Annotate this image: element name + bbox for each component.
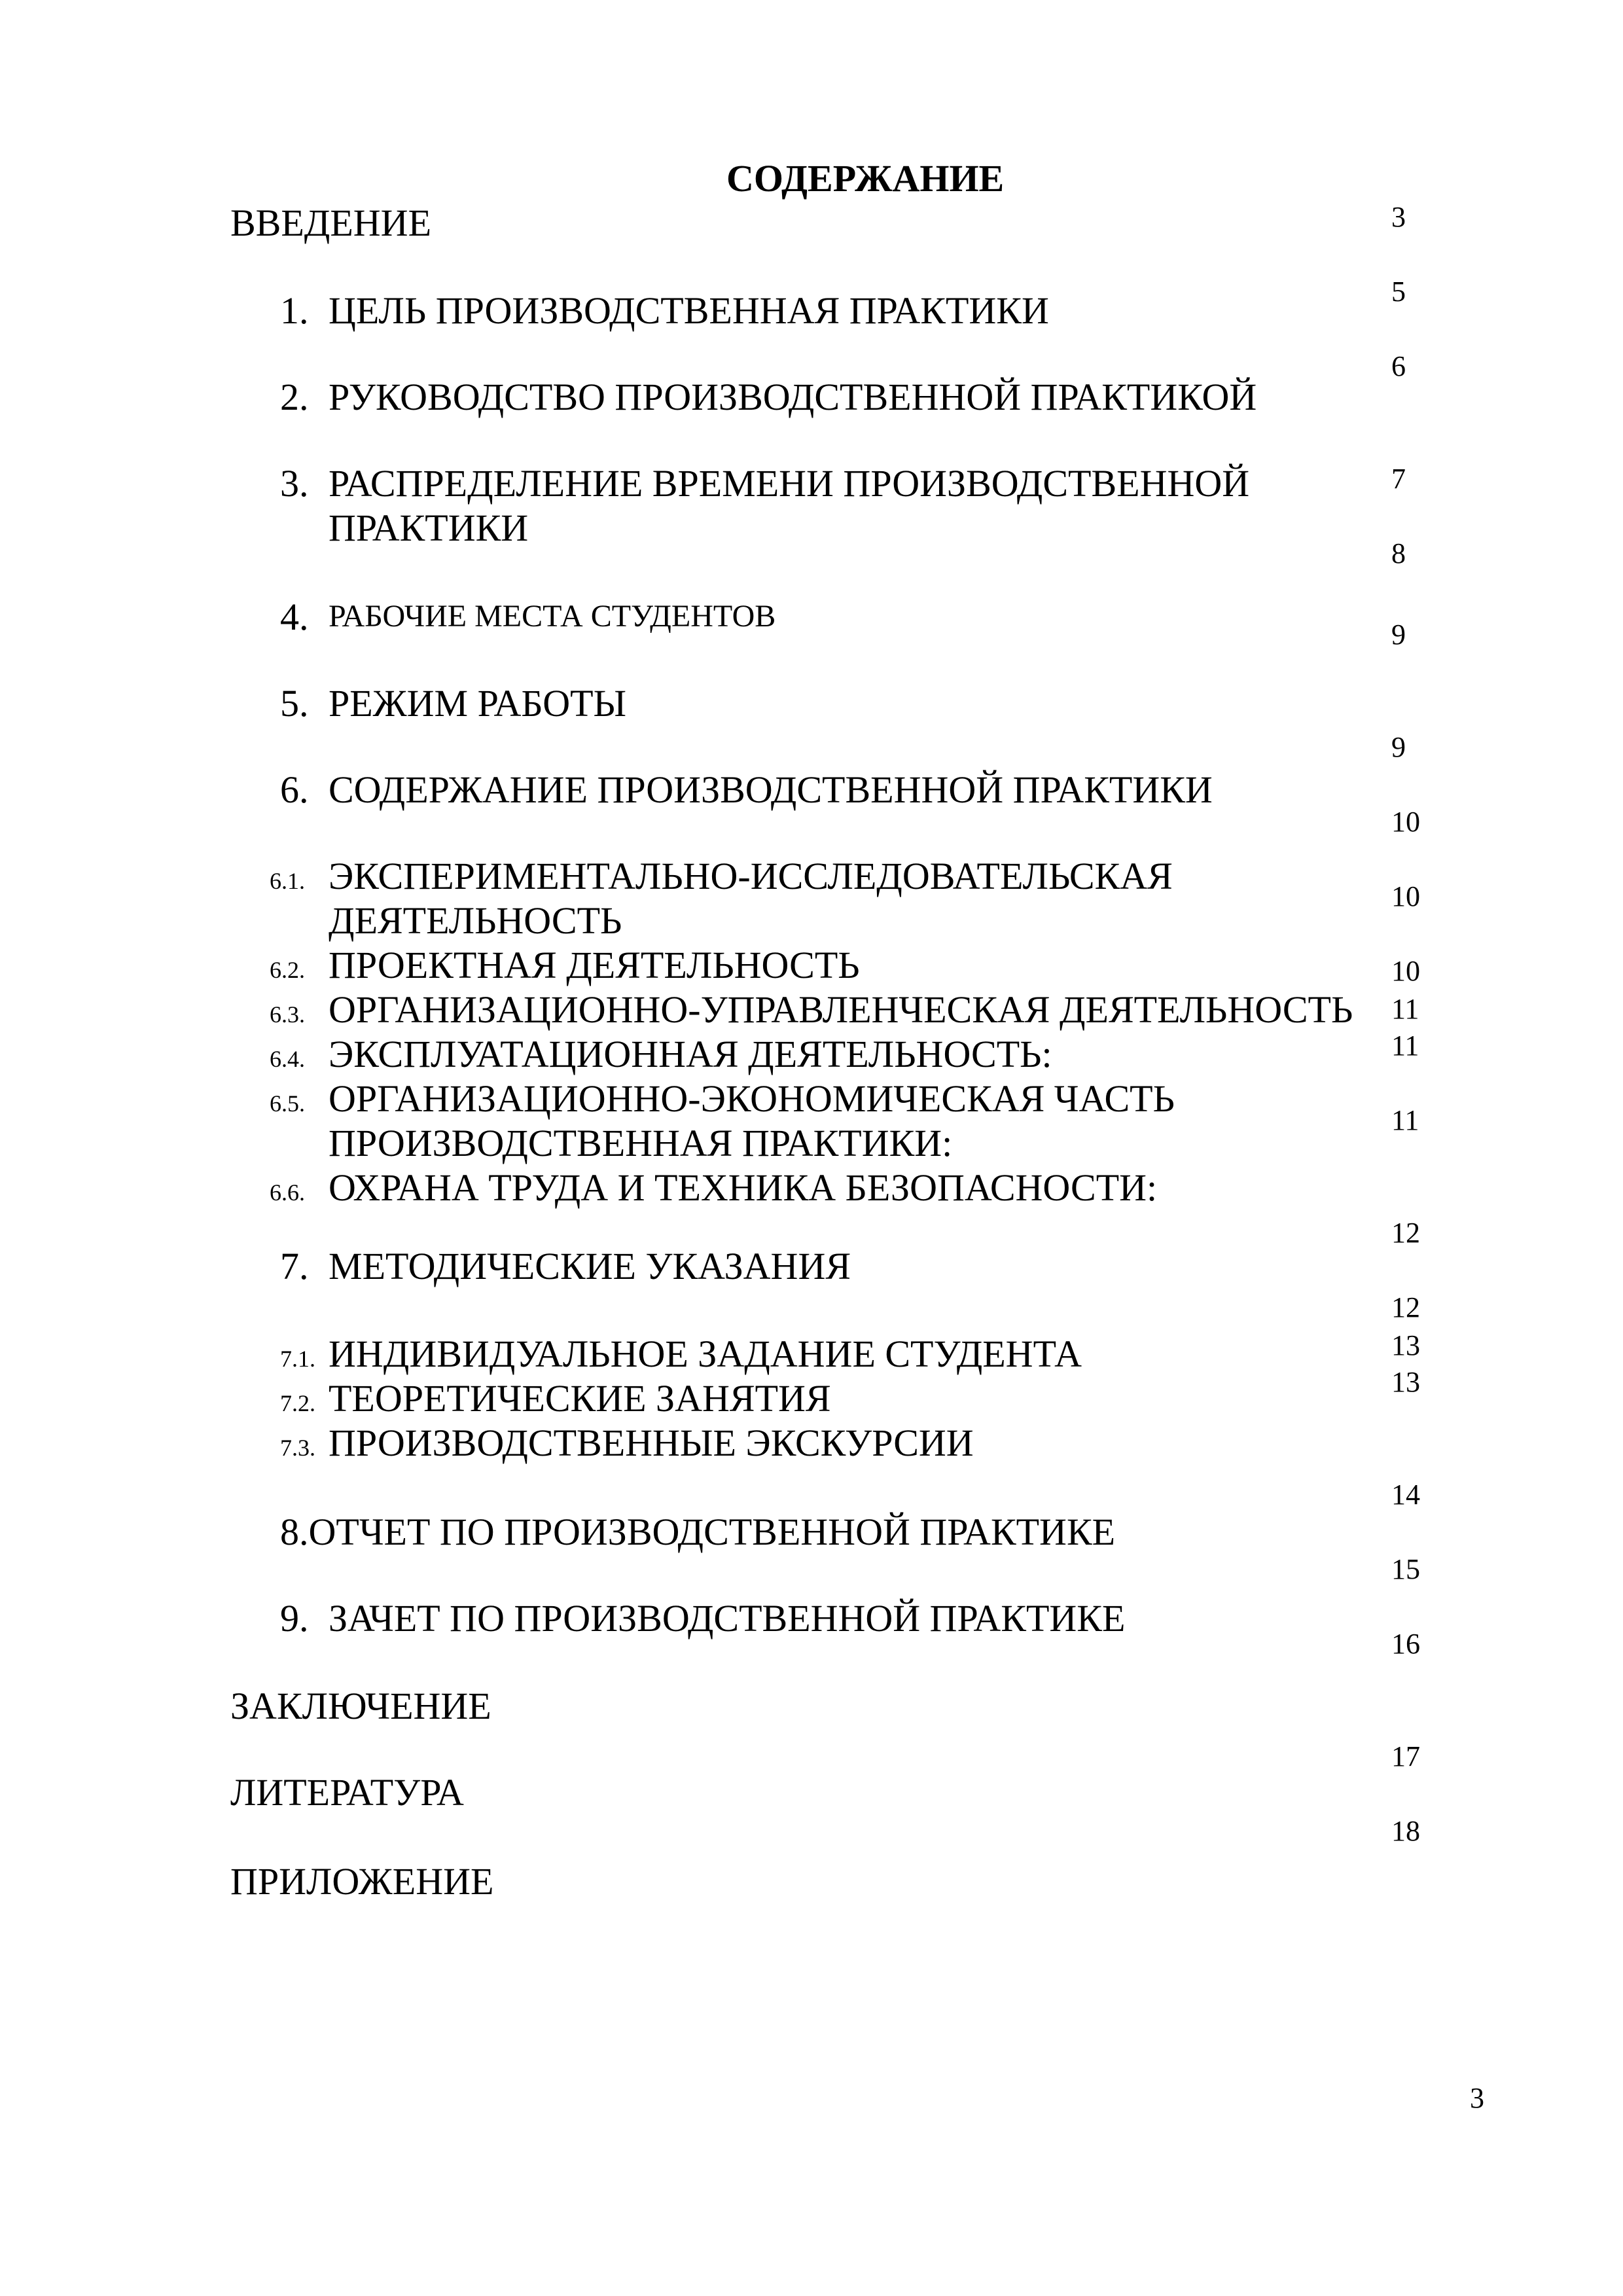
toc-entry-6-4-num: 6.4.: [270, 1046, 305, 1072]
toc-entry-6-1-line2: ДЕЯТЕЛЬНОСТЬ: [329, 899, 622, 942]
toc-entry-4-num: 4.: [280, 596, 309, 638]
toc-entry-7-1: ИНДИВИДУАЛЬНОЕ ЗАДАНИЕ СТУДЕНТА: [329, 1333, 1082, 1375]
toc-page-number: 9: [1391, 731, 1406, 763]
toc-page-number: 10: [1391, 955, 1420, 987]
toc-entry-7-3-num: 7.3.: [280, 1435, 315, 1461]
toc-entry-9-num: 9.: [280, 1597, 309, 1640]
toc-entry-7-3: ПРОИЗВОДСТВЕННЫЕ ЭКСКУРСИИ: [329, 1422, 974, 1464]
toc-entry-3-line1: РАСПРЕДЕЛЕНИЕ ВРЕМЕНИ ПРОИЗВОДСТВЕННОЙ: [329, 462, 1250, 505]
toc-page-number: 7: [1391, 463, 1406, 495]
toc-page-number: 3: [1391, 201, 1406, 233]
page-number: 3: [1470, 2082, 1484, 2114]
toc-entry-appendix: ПРИЛОЖЕНИЕ: [230, 1860, 494, 1903]
toc-page-number: 17: [1391, 1740, 1420, 1772]
toc-entry-6-4: ЭКСПЛУАТАЦИОННАЯ ДЕЯТЕЛЬНОСТЬ:: [329, 1033, 1052, 1075]
toc-entry-6-6: ОХРАНА ТРУДА И ТЕХНИКА БЕЗОПАСНОСТИ:: [329, 1166, 1158, 1209]
toc-entry-6-3: ОРГАНИЗАЦИОННО-УПРАВЛЕНЧЕСКАЯ ДЕЯТЕЛЬНОСТЬ: [329, 988, 1353, 1031]
toc-entry-6-3-num: 6.3.: [270, 1001, 305, 1028]
toc-entry-8: 8.ОТЧЕТ ПО ПРОИЗВОДСТВЕННОЙ ПРАКТИКЕ: [280, 1511, 1116, 1553]
toc-page-number: 13: [1391, 1329, 1420, 1361]
toc-entry-6-5-num: 6.5.: [270, 1090, 305, 1117]
toc-entry-6-6-num: 6.6.: [270, 1179, 305, 1206]
toc-entry-5-num: 5.: [280, 682, 309, 725]
toc-entry-6-2: ПРОЕКТНАЯ ДЕЯТЕЛЬНОСТЬ: [329, 944, 860, 986]
toc-entry-6-5-line2: ПРОИЗВОДСТВЕННАЯ ПРАКТИКИ:: [329, 1122, 953, 1164]
toc-entry-intro: ВВЕДЕНИЕ: [230, 202, 431, 244]
toc-entry-2-num: 2.: [280, 376, 309, 418]
toc-page-number: 5: [1391, 276, 1406, 308]
toc-page-number: 10: [1391, 880, 1420, 912]
toc-entry-conclusion: ЗАКЛЮЧЕНИЕ: [230, 1685, 491, 1727]
toc-entry-3-num: 3.: [280, 462, 309, 505]
toc-page-number: 9: [1391, 619, 1406, 651]
toc-page-number: 18: [1391, 1815, 1420, 1847]
toc-page-number: 11: [1391, 993, 1419, 1025]
toc-entry-7-1-num: 7.1.: [280, 1346, 315, 1372]
toc-entry-6-2-num: 6.2.: [270, 957, 305, 983]
toc-page-number: 13: [1391, 1366, 1420, 1398]
toc-page-number: 6: [1391, 350, 1406, 382]
toc-title: СОДЕРЖАНИЕ: [726, 157, 1005, 200]
toc-page-number: 15: [1391, 1553, 1420, 1585]
toc-entry-7-2: ТЕОРЕТИЧЕСКИЕ ЗАНЯТИЯ: [329, 1377, 831, 1420]
toc-page-number: 16: [1391, 1628, 1420, 1660]
toc-page-number: 11: [1391, 1030, 1419, 1062]
toc-entry-6-num: 6.: [280, 768, 309, 811]
toc-entry-6-1-line1: ЭКСПЕРИМЕНТАЛЬНО-ИССЛЕДОВАТЕЛЬСКАЯ: [329, 855, 1173, 897]
toc-entry-6: СОДЕРЖАНИЕ ПРОИЗВОДСТВЕННОЙ ПРАКТИКИ: [329, 768, 1213, 811]
toc-entry-3-line2: ПРАКТИКИ: [329, 507, 529, 549]
toc-entry-5: РЕЖИМ РАБОТЫ: [329, 682, 627, 725]
toc-page-number: 14: [1391, 1479, 1420, 1511]
toc-entry-1-num: 1.: [280, 289, 309, 332]
toc-entry-6-1-num: 6.1.: [270, 868, 305, 894]
toc-entry-1: ЦЕЛЬ ПРОИЗВОДСТВЕННАЯ ПРАКТИКИ: [329, 289, 1049, 332]
toc-entry-7-num: 7.: [280, 1245, 309, 1287]
toc-entry-2: РУКОВОДСТВО ПРОИЗВОДСТВЕННОЙ ПРАКТИКОЙ: [329, 376, 1257, 418]
toc-entry-literature: ЛИТЕРАТУРА: [230, 1771, 464, 1814]
toc-page-number: 8: [1391, 537, 1406, 569]
toc-page-number: 10: [1391, 806, 1420, 838]
toc-entry-9: ЗАЧЕТ ПО ПРОИЗВОДСТВЕННОЙ ПРАКТИКЕ: [329, 1597, 1126, 1640]
toc-entry-7: МЕТОДИЧЕСКИЕ УКАЗАНИЯ: [329, 1245, 851, 1287]
toc-entry-4: РАБОЧИЕ МЕСТА СТУДЕНТОВ: [329, 599, 776, 634]
toc-page-number: 12: [1391, 1291, 1420, 1323]
toc-entry-6-5-line1: ОРГАНИЗАЦИОННО-ЭКОНОМИЧЕСКАЯ ЧАСТЬ: [329, 1077, 1175, 1120]
toc-entry-7-2-num: 7.2.: [280, 1390, 315, 1416]
toc-page-number: 11: [1391, 1104, 1419, 1136]
toc-page-number: 12: [1391, 1217, 1420, 1249]
